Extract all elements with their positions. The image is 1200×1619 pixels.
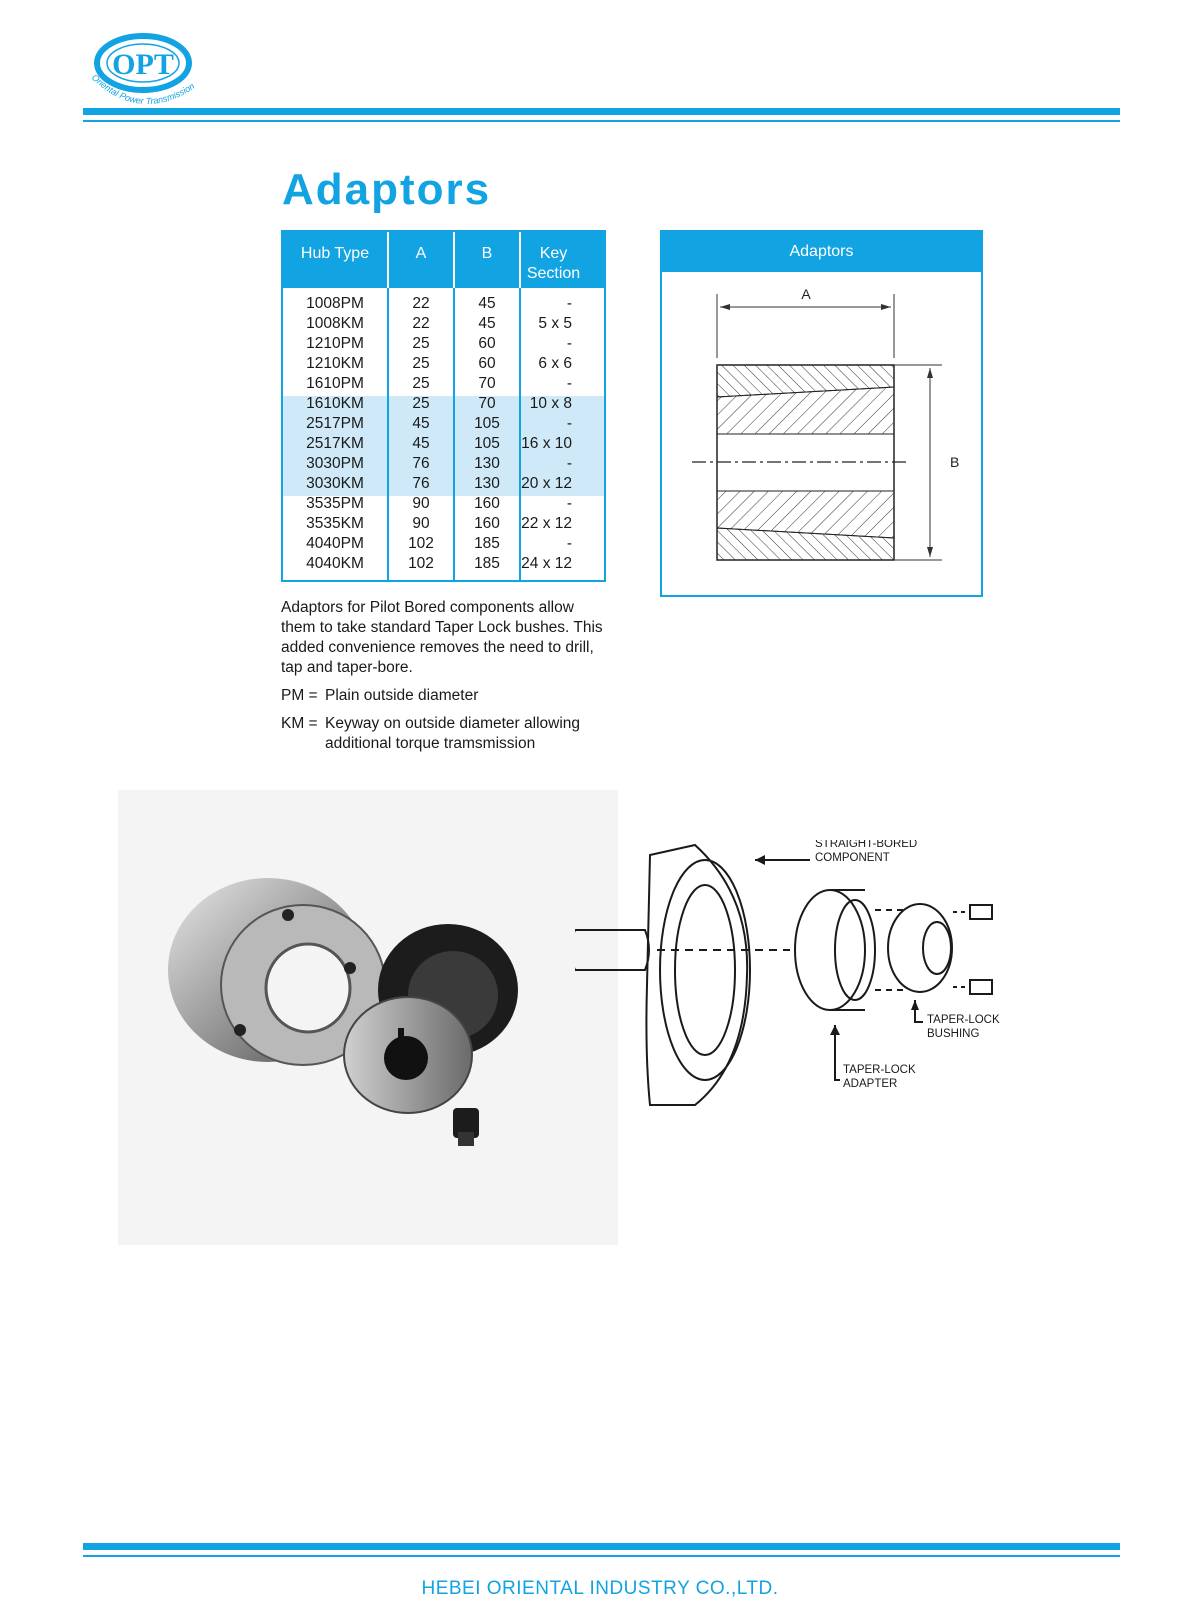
table-row: [283, 334, 604, 354]
table-row: [283, 374, 604, 394]
table-row: [283, 434, 604, 454]
table-row: [283, 354, 604, 374]
table-cell: 60: [478, 355, 496, 372]
table-row: [283, 454, 604, 474]
table-cell: 1008KM: [306, 315, 364, 332]
footer-rule-thick: [83, 1543, 1120, 1550]
table-cell: -: [566, 295, 572, 312]
table-cell: -: [566, 375, 572, 392]
table-cell: 185: [474, 555, 500, 572]
table-cell: 25: [412, 355, 430, 372]
table-cell: 4040PM: [306, 535, 364, 552]
table-cell: 76: [412, 455, 430, 472]
table-cell: 160: [474, 515, 500, 532]
table-row: [283, 314, 604, 334]
dimension-b-label: B: [950, 454, 960, 470]
table-cell: 160: [474, 495, 500, 512]
table-cell: 45: [478, 295, 496, 312]
table-cell: 1210KM: [306, 355, 364, 372]
table-row: [283, 474, 604, 494]
table-cell: 102: [408, 555, 434, 572]
table-cell: 3030PM: [306, 455, 364, 472]
header-rule-thin: [83, 120, 1120, 122]
legend-pm-value: Plain outside diameter: [325, 687, 479, 704]
table-cell: 3030KM: [306, 475, 364, 492]
table-cell: 25: [412, 375, 430, 392]
table-cell: 90: [412, 515, 430, 532]
table-cell: -: [566, 495, 572, 512]
table-cell: 70: [478, 375, 496, 392]
legend-pm-key: PM =: [281, 687, 318, 704]
description-text: Adaptors for Pilot Bored components allow them to take standard Taper Lock bushes. This added convenience removes the need to drill, tap and taper-bore.: [281, 599, 603, 676]
table-cell: 102: [408, 535, 434, 552]
table-cell: 20 x 12: [521, 475, 572, 492]
header-a: A: [415, 245, 427, 262]
table-cell: 24 x 12: [521, 555, 572, 572]
table-row: [283, 514, 604, 534]
label-bushing-2: BUSHING: [927, 1028, 980, 1040]
label-adapter-1: TAPER-LOCK: [843, 1064, 916, 1076]
table-cell: 25: [412, 395, 430, 412]
table-cell: 60: [478, 335, 496, 352]
table-cell: 130: [474, 455, 500, 472]
page-title: Adaptors: [282, 165, 492, 214]
table-cell: -: [566, 455, 572, 472]
table-cell: 45: [478, 315, 496, 332]
label-bushing-1: TAPER-LOCK: [927, 1014, 1000, 1026]
legend-km-key: KM =: [281, 715, 318, 732]
table-cell: 16 x 10: [521, 435, 572, 452]
header-hub-type: Hub Type: [300, 245, 370, 262]
footer-company-name: HEBEI ORIENTAL INDUSTRY CO.,LTD.: [421, 1578, 779, 1599]
table-cell: 1008PM: [306, 295, 364, 312]
table-row: [283, 534, 604, 554]
legend-km-value: Keyway on outside diameter allowing additional torque tramsmission: [325, 715, 581, 752]
table-row: [283, 414, 604, 434]
table-cell: 130: [474, 475, 500, 492]
table-cell: -: [566, 335, 572, 352]
table-row: [283, 554, 604, 574]
table-cell: -: [566, 415, 572, 432]
table-cell: 22 x 12: [521, 515, 572, 532]
assembly-exploded-drawing: [575, 840, 1095, 1140]
label-component-1: STRAIGHT-BORED: [815, 840, 918, 850]
adaptor-dimension-diagram: [660, 230, 983, 597]
header-key-section: Key Section: [526, 245, 581, 282]
table-cell: 1610KM: [306, 395, 364, 412]
table-cell: -: [566, 535, 572, 552]
table-cell: 25: [412, 335, 430, 352]
table-row: [283, 394, 604, 414]
table-row: [283, 494, 604, 514]
table-cell: 76: [412, 475, 430, 492]
table-cell: 1210PM: [306, 335, 364, 352]
table-cell: 4040KM: [306, 555, 364, 572]
table-cell: 1610PM: [306, 375, 364, 392]
table-cell: 3535KM: [306, 515, 364, 532]
table-cell: 2517KM: [306, 435, 364, 452]
legend-pm: [281, 686, 611, 706]
dimension-a-label: A: [801, 286, 811, 302]
table-cell: 45: [412, 435, 430, 452]
product-photo: [118, 790, 618, 1245]
table-cell: 90: [412, 495, 430, 512]
table-cell: 22: [412, 315, 430, 332]
table-cell: 5 x 5: [538, 315, 572, 332]
label-adapter-2: ADAPTER: [843, 1078, 898, 1090]
table-cell: 2517PM: [306, 415, 364, 432]
table-cell: 22: [412, 295, 430, 312]
diagram-title: Adaptors: [662, 232, 981, 272]
cross-section-drawing: [662, 272, 981, 595]
legend-km: [281, 714, 611, 754]
table-cell: 105: [474, 435, 500, 452]
table-cell: 105: [474, 415, 500, 432]
header-rule-thick: [83, 108, 1120, 115]
label-component-2: COMPONENT: [815, 852, 890, 864]
table-cell: 10 x 8: [529, 395, 572, 412]
table-row: [283, 294, 604, 314]
table-cell: 6 x 6: [538, 355, 572, 372]
svg-text:Oriental Power Transmission: Oriental Power Transmission: [89, 72, 197, 107]
table-cell: 45: [412, 415, 430, 432]
header-b: B: [481, 245, 493, 262]
table-cell: 185: [474, 535, 500, 552]
table-cell: 70: [478, 395, 496, 412]
table-header: [283, 232, 604, 288]
svg-text:OPT: OPT: [112, 48, 174, 81]
footer-rule-thin: [83, 1555, 1120, 1557]
opt-logo: [83, 30, 213, 115]
adaptor-spec-table: [281, 230, 606, 582]
table-cell: 3535PM: [306, 495, 364, 512]
